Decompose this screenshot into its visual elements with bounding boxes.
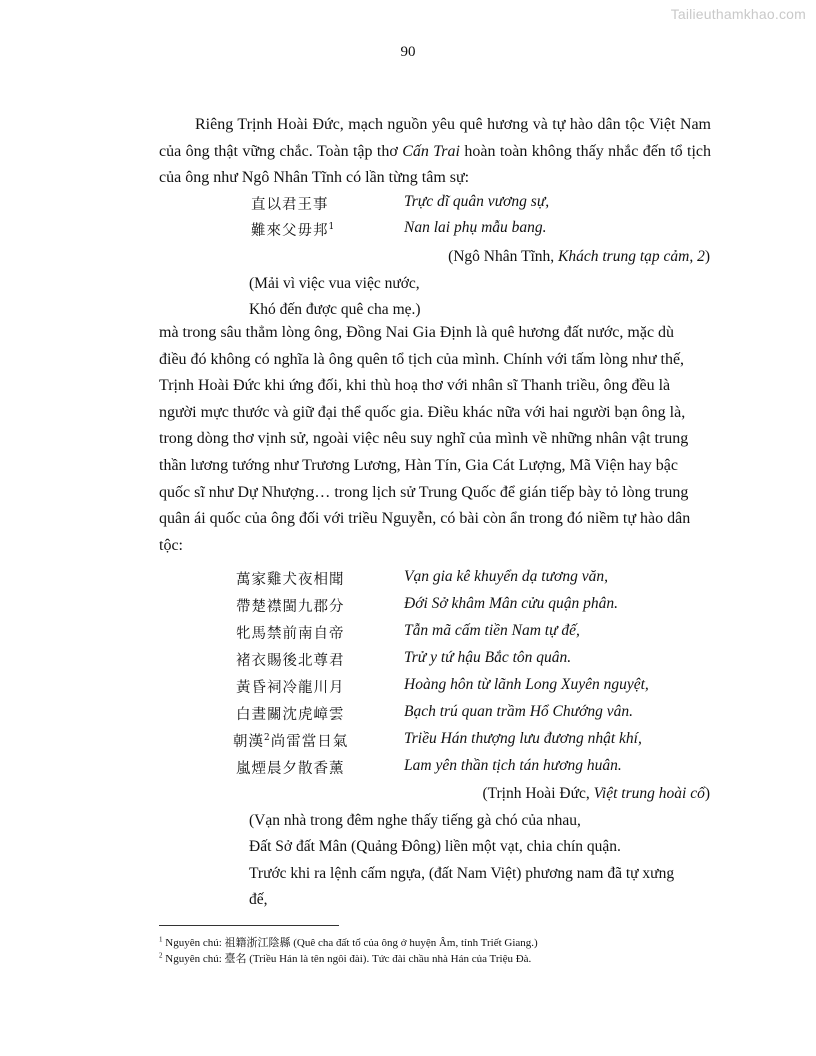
footnote-text: Nguyên chú: 臺名 (Triều Hán là tên ngôi đài). Tức đài chầu nhà Hán của Triệu Đà.	[162, 953, 532, 965]
poem1-attribution	[448, 248, 710, 266]
attribution-title: Khách trung tạp cảm, 2	[558, 248, 705, 265]
han-text: 黃昏祠冷龍川月	[236, 680, 345, 696]
han-text	[233, 730, 348, 751]
collection-title: Cấn Trai	[402, 142, 460, 160]
viet-transliteration: Trực dĩ quân vương sự,	[404, 193, 550, 210]
poem-line	[0, 568, 816, 594]
paragraph-line: người mực thước và giữ đại thể quốc gia. Điều khác nữa với hai người bạn ông là,	[159, 403, 686, 421]
poem-line	[0, 219, 816, 245]
paragraph-line: tộc:	[159, 536, 183, 554]
viet-transliteration: Nan lai phụ mẫu bang.	[404, 219, 547, 236]
poem-line	[0, 622, 816, 648]
viet-transliteration: Lam yên thần tịch tán hương huân.	[404, 757, 622, 774]
poem1-translation-line: (Mải vì việc vua việc nước,	[249, 275, 420, 292]
poem2-translation-line: (Vạn nhà trong đêm nghe thấy tiếng gà chó của nhau,	[249, 812, 581, 829]
poem-line	[0, 703, 816, 729]
poem-line	[0, 757, 816, 783]
paragraph-intro-text: Riêng Trịnh Hoài Đức, mạch nguồn yêu quê hương và tự hào dân tộc Việt Nam của ông thật vững chắc. Toàn tập thơ	[159, 116, 711, 160]
viet-transliteration: Trử y tứ hậu Bắc tôn quân.	[404, 649, 572, 666]
viet-transliteration: Đới Sở khâm Mân cửu quận phân.	[404, 595, 618, 612]
attribution-close: )	[704, 785, 710, 802]
attribution-author: (Ngô Nhân Tĩnh,	[448, 248, 559, 265]
han-text: 白晝關沈虎嶂雲	[236, 707, 345, 723]
han-text: 帶楚襟閩九郡分	[236, 599, 345, 615]
viet-transliteration: Bạch trú quan trầm Hổ Chướng vân.	[404, 703, 633, 720]
han-text	[251, 219, 335, 240]
attribution-close: )	[704, 248, 710, 265]
viet-transliteration: Hoàng hôn từ lãnh Long Xuyên nguyệt,	[404, 676, 649, 693]
poem2-attribution	[482, 785, 710, 803]
han-text: 嵐煙晨夕散香薰	[236, 761, 345, 777]
viet-transliteration: Triều Hán thượng lưu đương nhật khí,	[404, 730, 642, 747]
han-text: 褚衣賜後北尊君	[236, 653, 345, 669]
paragraph-main	[159, 320, 711, 559]
viet-transliteration: Vạn gia kê khuyển dạ tương văn,	[404, 568, 608, 585]
watermark: Tailieuthamkhao.com	[670, 6, 806, 22]
paragraph-intro-end: hoàn toàn không thấy nhắc đến tổ tịch của ông như Ngô Nhân Tĩnh có lần từng tâm sự:	[159, 142, 712, 187]
poem2-translation-line: Đất Sở đất Mân (Quảng Đông) liền một vạt, chia chín quận.	[249, 838, 621, 855]
poem-line	[0, 730, 816, 756]
viet-transliteration: Tẫn mã cấm tiền Nam tự đế,	[404, 622, 580, 639]
attribution-title: Việt trung hoài cổ	[593, 785, 705, 802]
han-chars: 朝漢	[233, 734, 264, 750]
footnote-2	[159, 950, 531, 966]
paragraph-line: quốc sĩ như Dự Nhượng… trong lịch sử Trung Quốc để gián tiếp bày tỏ lòng trung	[159, 483, 689, 501]
paragraph-line: thần lương tướng như Trương Lương, Hàn Tín, Gia Cát Lượng, Mã Viện hay bậc	[159, 456, 678, 474]
paragraph-line: trong dòng thơ vịnh sử, ngoài việc nêu suy nghĩ của mình về những nhân vật trung	[159, 430, 689, 448]
footnote-number: 1	[159, 935, 163, 944]
footnote-ref-2: 2	[264, 733, 271, 744]
footnote-divider	[159, 925, 339, 926]
poem2-translation-line: Trước khi ra lệnh cấm ngựa, (đất Nam Việt) phương nam đã tự xưng	[249, 865, 675, 882]
paragraph-line: quân ái quốc của ông đối với triều Nguyễn, có bài còn ẩn trong đó niềm tự hào dân	[159, 510, 691, 528]
footnote-text: Nguyên chú: 祖籍浙江陰縣 (Quê cha đất tổ của ông ở huyện Âm, tỉnh Triết Giang.)	[162, 937, 538, 949]
poem-line	[0, 595, 816, 621]
paragraph-line: mà trong sâu thẳm lòng ông, Đồng Nai Gia Định là quê hương đất nước, mặc dù	[159, 324, 675, 341]
poem1-translation-line: Khó đến được quê cha mẹ.)	[249, 301, 421, 318]
attribution-author: (Trịnh Hoài Đức,	[482, 785, 594, 802]
footnote-number: 2	[159, 951, 163, 960]
page-number: 90	[400, 44, 416, 60]
poem2-translation-line: đế,	[249, 891, 268, 908]
footnote-1	[159, 934, 538, 950]
han-text: 牝馬禁前南自帝	[236, 626, 345, 642]
han-text: 直以君王事	[251, 197, 329, 213]
han-chars: 難來父毋邦	[251, 223, 329, 239]
poem-line	[0, 676, 816, 702]
paragraph-intro	[159, 112, 711, 192]
footnote-ref-1: 1	[328, 222, 336, 233]
poem-line	[0, 193, 816, 219]
poem-line	[0, 649, 816, 675]
han-text: 萬家雞犬夜相聞	[236, 572, 345, 588]
han-chars: 尚雷當日氣	[270, 734, 349, 750]
paragraph-line: điều đó không có nghĩa là ông quên tổ tịch của mình. Chính với tấm lòng như thế,	[159, 350, 685, 368]
paragraph-line: Trịnh Hoài Đức khi ứng đối, khi thù hoạ thơ với nhân sĩ Thanh triều, ông đều là	[159, 377, 671, 395]
